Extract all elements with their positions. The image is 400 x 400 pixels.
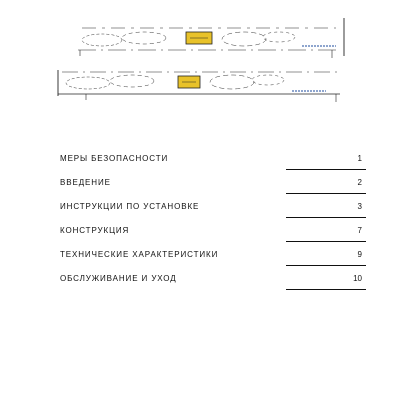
toc-entry-title: КОНСТРУКЦИЯ (60, 226, 130, 235)
toc-leader-line (286, 193, 366, 194)
table-of-contents (60, 150, 366, 294)
toc-entry-page: 2 (357, 178, 362, 187)
toc-entry[interactable] (60, 246, 366, 270)
toc-leader-line (286, 241, 366, 242)
toc-entry-title: ИНСТРУКЦИИ ПО УСТАНОВКЕ (60, 202, 200, 211)
toc-entry-title: ВВЕДЕНИЕ (60, 178, 111, 187)
toc-entry-page: 3 (357, 202, 362, 211)
toc-entry-page: 10 (353, 274, 362, 283)
toc-leader-line (286, 265, 366, 266)
toc-entry-page: 7 (357, 226, 362, 235)
toc-entry[interactable] (60, 222, 366, 246)
toc-leader-line (286, 289, 366, 290)
toc-entry-title: ОБСЛУЖИВАНИЕ И УХОД (60, 274, 177, 283)
toc-entry-title: МЕРЫ БЕЗОПАСНОСТИ (60, 154, 169, 163)
toc-entry-page: 9 (357, 250, 362, 259)
toc-leader-line (286, 217, 366, 218)
toc-leader-line (286, 169, 366, 170)
toc-entry[interactable] (60, 150, 366, 174)
hob-illustration-lower (56, 66, 346, 106)
toc-entry-page: 1 (357, 154, 362, 163)
toc-entry[interactable] (60, 270, 366, 294)
hob-illustration-upper (74, 16, 350, 64)
toc-entry[interactable] (60, 174, 366, 198)
toc-entry-title: ТЕХНИЧЕСКИЕ ХАРАКТЕРИСТИКИ (60, 250, 219, 259)
toc-entry[interactable] (60, 198, 366, 222)
